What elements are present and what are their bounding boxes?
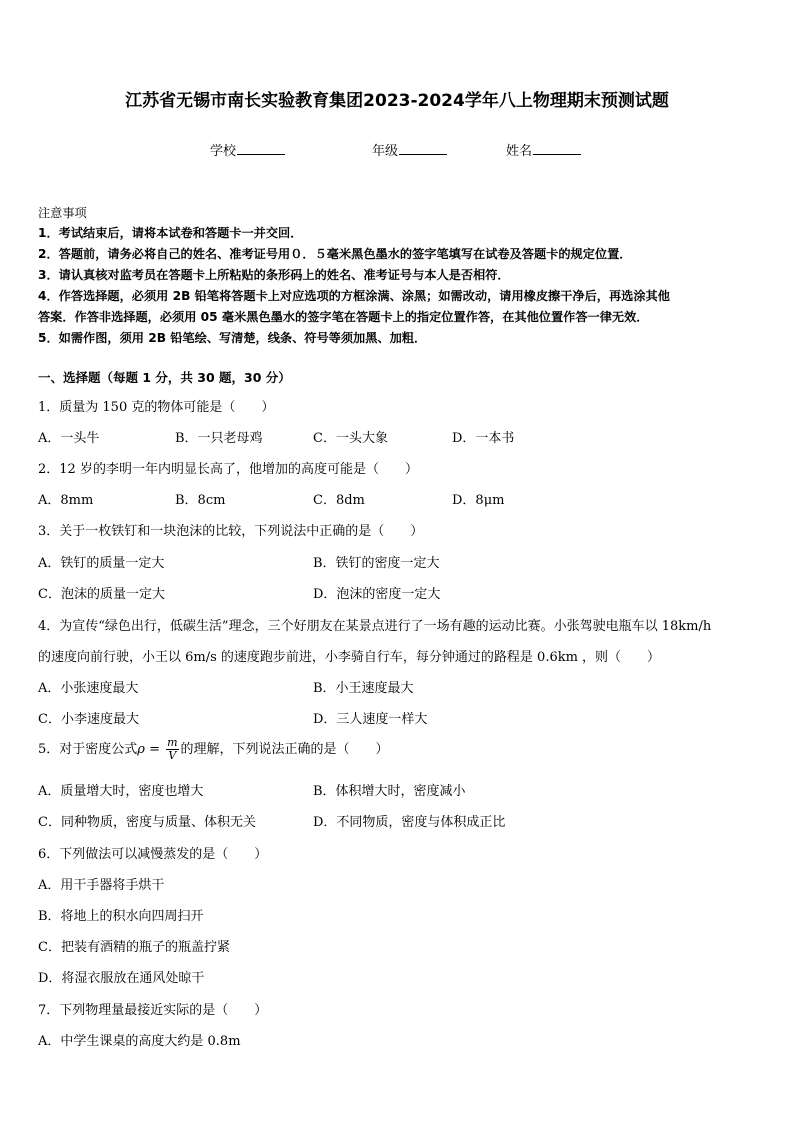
question-stem	[38, 737, 389, 762]
note-item: 5．如需作图，须用 2B 铅笔绘、写清楚，线条、符号等须加黑、加粗．	[38, 331, 427, 345]
option-a: A．质量增大时，密度也增大	[38, 784, 204, 799]
stem-suffix: 的理解，下列说法正确的是（ ）	[180, 742, 389, 757]
notes-heading: 注意事项	[38, 206, 87, 220]
grade-label: 年级	[372, 144, 399, 159]
option-b: B．将地上的积水向四周扫开	[38, 909, 204, 924]
option-b: B．一只老母鸡	[175, 431, 263, 446]
grade-field	[372, 140, 447, 159]
option-a: A．用干手器将手烘干	[38, 878, 165, 893]
note-item: 答案．作答非选择题，必须用 05 毫米黑色墨水的签字笔在答题卡上的指定位置作答，在其他位置作答一律无效．	[38, 310, 649, 324]
option-d: D．将湿衣服放在通风处晾干	[38, 971, 205, 986]
option-c: C．小李速度最大	[38, 712, 139, 727]
option-c: C．把装有酒精的瓶子的瓶盖拧紧	[38, 940, 230, 955]
note-item: 1．考试结束后，请将本试卷和答题卡一并交回．	[38, 226, 303, 240]
option-a: A．一头牛	[38, 431, 100, 446]
option-b: B．铁钉的密度一定大	[313, 556, 440, 571]
question-stem-continued: 的速度向前行驶，小王以 6m/s 的速度跑步前进，小李骑自行车，每分钟通过的路程是 0.6km ，则（ ）	[38, 650, 661, 665]
option-d: D．8μm	[452, 493, 505, 508]
name-field	[506, 140, 581, 159]
density-symbol: ρ	[137, 742, 145, 757]
stem-prefix: 5．对于密度公式	[38, 742, 138, 757]
option-c: C．泡沫的质量一定大	[38, 587, 165, 602]
option-b: B．8cm	[175, 493, 226, 508]
question-stem: 7．下列物理量最接近实际的是（ ）	[38, 1003, 268, 1018]
question-stem: 1．质量为 150 克的物体可能是（ ）	[38, 400, 275, 415]
equals-sign: =	[144, 742, 165, 757]
option-a: A．铁钉的质量一定大	[38, 556, 165, 571]
fraction-numerator: m	[167, 736, 178, 749]
density-fraction	[166, 737, 178, 762]
grade-blank	[399, 142, 447, 155]
page-title: 江苏省无锡市南长实验教育集团2023-2024学年八上物理期末预测试题	[125, 91, 669, 111]
option-d: D．三人速度一样大	[313, 712, 428, 727]
option-c: C．同种物质，密度与质量、体积无关	[38, 815, 256, 830]
option-a: A．8mm	[38, 493, 94, 508]
fraction-denominator: V	[168, 749, 177, 762]
option-d: D．一本书	[452, 431, 515, 446]
school-label: 学校	[210, 144, 237, 159]
option-d: D．泡沫的密度一定大	[313, 587, 441, 602]
question-stem: 6．下列做法可以减慢蒸发的是（ ）	[38, 847, 268, 862]
name-blank	[533, 142, 581, 155]
option-d: D．不同物质，密度与体积成正比	[313, 815, 506, 830]
section-title: 一、选择题（每题 1 分，共 30 题，30 分）	[38, 370, 291, 385]
option-b: B．小王速度最大	[313, 681, 414, 696]
option-a: A．小张速度最大	[38, 681, 139, 696]
note-item: 3．请认真核对监考员在答题卡上所粘贴的条形码上的姓名、准考证号与本人是否相符．	[38, 268, 510, 282]
note-item: 2．答题前，请务必将自己的姓名、准考证号用０．５毫米黑色墨水的签字笔填写在试卷及答题卡的规定位置．	[38, 247, 632, 261]
note-item: 4．作答选择题，必须用 2B 铅笔将答题卡上对应选项的方框涂满、涂黑；如需改动，请用橡皮擦干净后，再选涂其他	[38, 289, 670, 303]
option-c: C．一头大象	[313, 431, 388, 446]
question-stem: 4．为宣传“绿色出行，低碳生活”理念，三个好朋友在某景点进行了一场有趣的运动比赛。小张驾驶电瓶车以 18km/h	[38, 619, 712, 634]
option-b: B．体积增大时，密度减小	[313, 784, 466, 799]
option-c: C．8dm	[313, 493, 365, 508]
school-field	[210, 140, 285, 159]
question-stem: 2．12 岁的李明一年内明显长高了，他增加的高度可能是（ ）	[38, 462, 418, 477]
school-blank	[237, 142, 285, 155]
option-a: A．中学生课桌的高度大约是 0.8m	[38, 1034, 241, 1049]
question-stem: 3．关于一枚铁钉和一块泡沫的比较，下列说法中正确的是（ ）	[38, 524, 424, 539]
name-label: 姓名	[506, 144, 533, 159]
